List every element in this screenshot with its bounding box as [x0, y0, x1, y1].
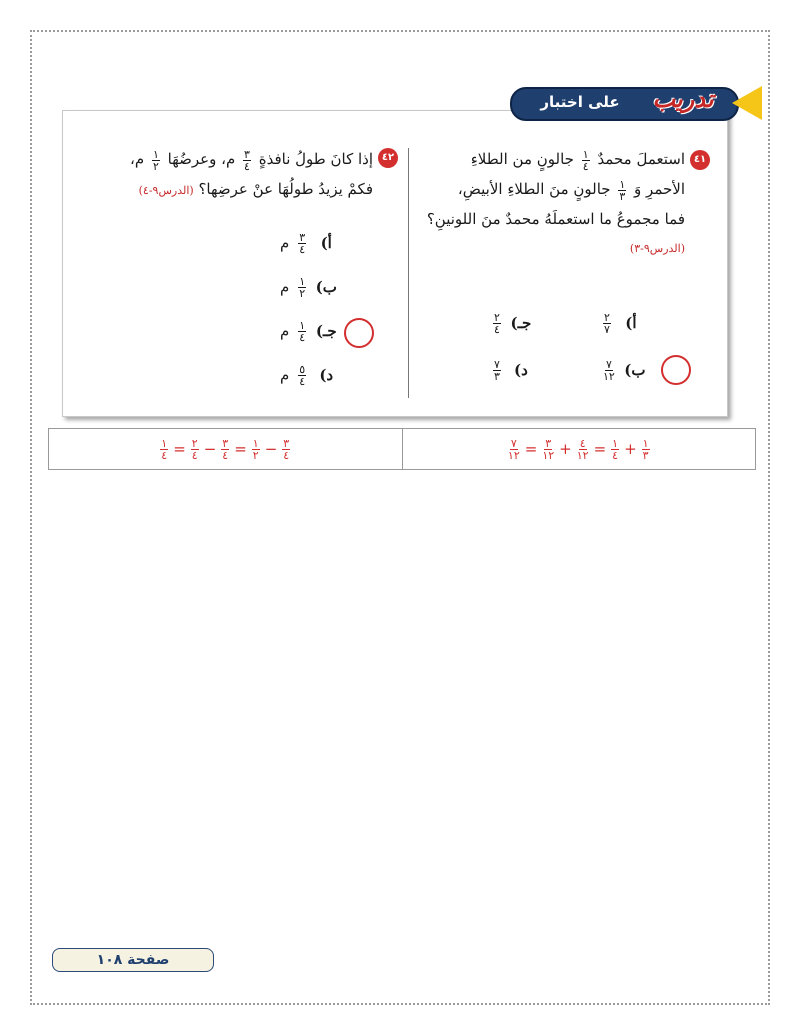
q41-frac-2: $\frac{١}{٣}$ — [619, 177, 626, 203]
answer-operator: − — [264, 440, 278, 458]
answer-fraction: $\frac{١}{٤}$ — [612, 436, 619, 462]
answer-operator: − — [203, 440, 217, 458]
answer-operator: = — [524, 440, 538, 458]
q42-option-c[interactable]: جـ) $\frac{١}{٤}$ م — [280, 318, 337, 344]
q41-option-c[interactable]: جـ) $\frac{٢}{٤}$ — [494, 310, 532, 336]
answer-q42 — [49, 429, 402, 469]
answer-fraction: $\frac{٧}{١٢}$ — [507, 436, 520, 462]
q41-line-2a: الأحمرِ وَ — [634, 180, 685, 198]
question-41-number: ٤١ — [690, 150, 710, 170]
q41-line-1a: استعملَ محمدٌ — [597, 150, 685, 168]
q41-line-2b: جالونٍ منَ الطلاءِ الأبيضِ، — [457, 180, 611, 198]
q41-line-3: فما مجموعُ ما استعملَهُ محمدٌ منَ اللونينِ؟ — [426, 210, 685, 228]
question-41-text — [420, 144, 685, 264]
page-number: صفحة ١٠٨ — [52, 948, 214, 972]
answer-table — [48, 428, 756, 470]
answer-operator: = — [234, 440, 247, 458]
answer-operator: + — [559, 440, 572, 458]
q41-answer-circle — [661, 355, 691, 385]
q41-option-b[interactable]: ب) $\frac{٧}{١٢}$ — [603, 357, 646, 383]
q42-line-1c: م، — [130, 150, 145, 168]
q42-option-b[interactable]: ب) $\frac{١}{٢}$ م — [280, 274, 337, 300]
answer-fraction: $\frac{٣}{٤}$ — [222, 436, 229, 462]
q42-lesson-ref: (الدرس٩-٤) — [138, 184, 194, 197]
banner-arrow-icon — [732, 86, 762, 120]
practice-banner — [510, 82, 770, 124]
banner-subtitle: على اختبار — [540, 93, 620, 111]
answer-q41 — [402, 429, 756, 469]
q41-frac-1: $\frac{١}{٤}$ — [582, 147, 589, 173]
q42-option-a[interactable]: أ) $\frac{٣}{٤}$ م — [280, 230, 332, 256]
question-42-number: ٤٢ — [378, 148, 398, 168]
column-divider — [408, 148, 409, 398]
q42-line-1b: م، وعرضُهَا — [167, 150, 236, 168]
answer-fraction: $\frac{٣}{١٢}$ — [542, 436, 555, 462]
q42-answer-circle — [344, 318, 374, 348]
q41-option-a[interactable]: أ) $\frac{٢}{٧}$ — [604, 310, 637, 336]
q42-line-1a: إذا كانَ طولُ نافذةٍ — [258, 150, 373, 168]
question-42-text — [80, 144, 373, 206]
answer-fraction: $\frac{١}{٢}$ — [252, 436, 259, 462]
answer-fraction: $\frac{١}{٣}$ — [642, 436, 649, 462]
q42-frac-2: $\frac{١}{٢}$ — [152, 147, 159, 173]
q42-frac-1: $\frac{٣}{٤}$ — [244, 147, 250, 173]
q41-option-d[interactable]: د) $\frac{٧}{٣}$ — [494, 357, 528, 383]
answer-fraction: $\frac{١}{٤}$ — [161, 436, 168, 462]
answer-fraction: $\frac{٤}{١٢}$ — [576, 436, 589, 462]
q42-line-2: فكمْ يزيدُ طولُهَا عنْ عرضِها؟ — [198, 180, 373, 198]
answer-fraction: $\frac{٢}{٤}$ — [191, 436, 198, 462]
banner-title: تدريب — [652, 85, 714, 113]
q42-option-d[interactable]: د) $\frac{٥}{٤}$ م — [280, 362, 334, 388]
q41-lesson-ref: (الدرس٩-٣) — [629, 242, 685, 255]
q41-line-1b: جالونٍ من الطلاءِ — [470, 150, 574, 168]
answer-operator: = — [593, 440, 607, 458]
answer-operator: = — [173, 440, 186, 458]
answer-operator: + — [624, 440, 637, 458]
answer-fraction: $\frac{٣}{٤}$ — [283, 436, 290, 462]
